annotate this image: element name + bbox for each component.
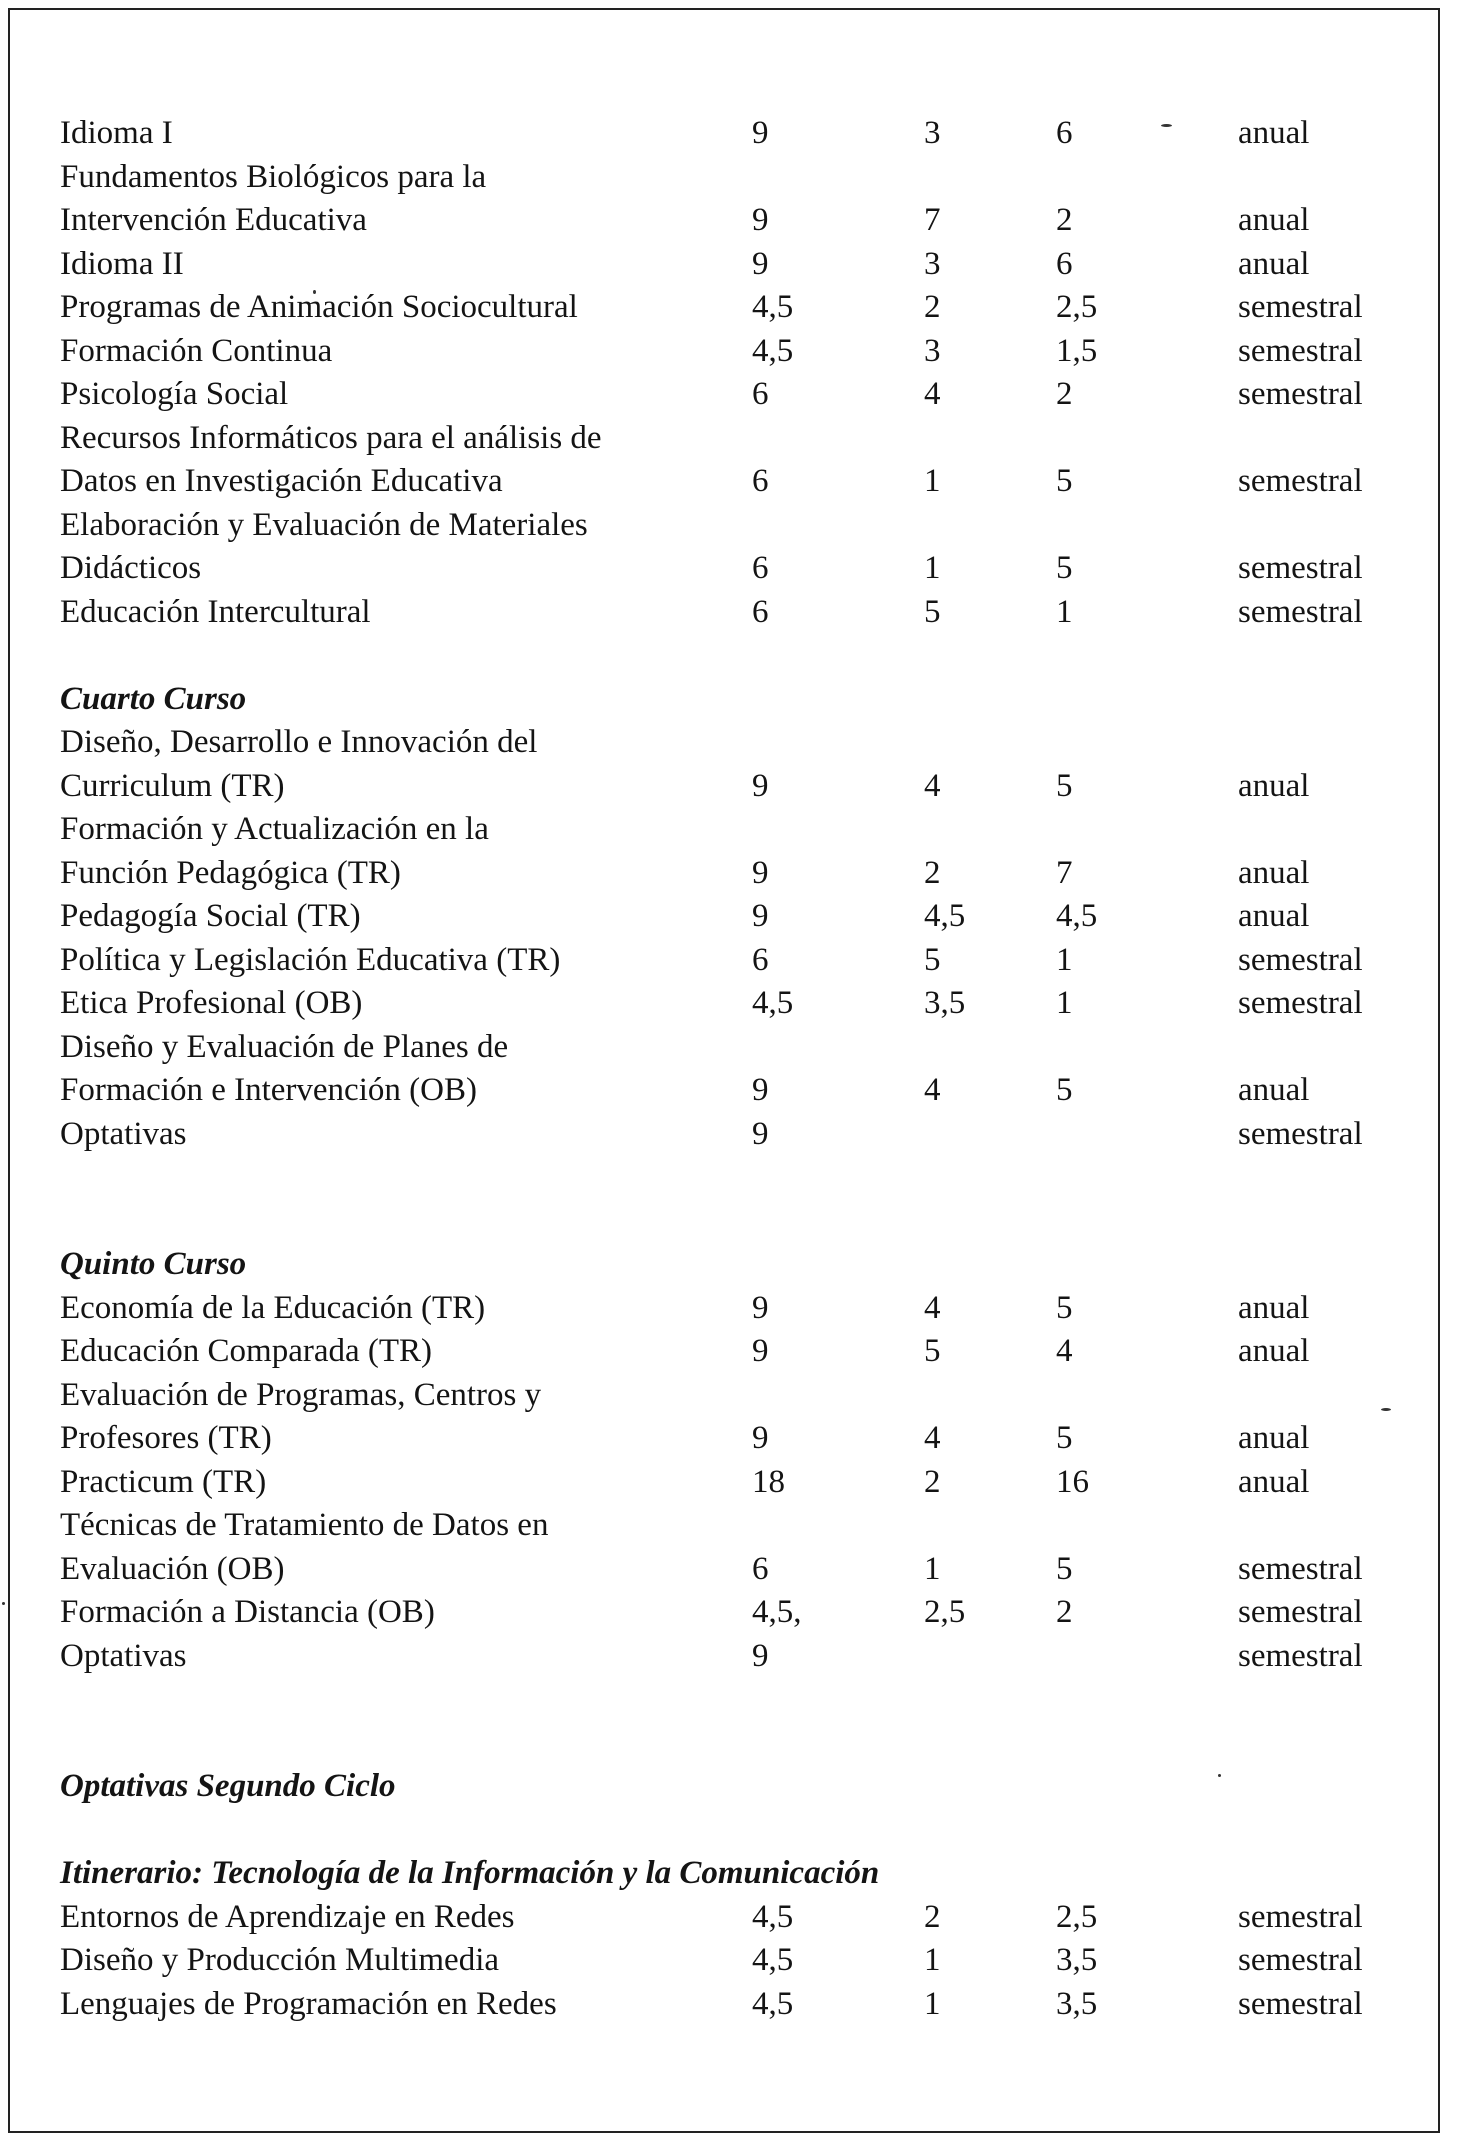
- course-duration: semestral: [1238, 593, 1363, 630]
- course-name: Datos en Investigación Educativa: [60, 463, 503, 499]
- course-credits-practice: 1,5: [1056, 332, 1098, 369]
- course-name: Recursos Informáticos para el análisis de: [60, 419, 602, 456]
- course-credits-theory: 4,5: [924, 898, 966, 934]
- course-row: [50, 591, 1420, 635]
- course-credits-total: 6: [752, 941, 769, 978]
- course-name: Formación e Intervención (OB): [60, 1072, 477, 1108]
- course-credits-total: 6: [752, 550, 769, 586]
- course-duration: semestral: [1238, 1985, 1363, 2022]
- section-heading: Optativas Segundo Ciclo: [60, 1768, 396, 1804]
- course-credits-total: 6: [752, 593, 769, 630]
- course-name: Pedagogía Social (TR): [60, 898, 361, 934]
- course-credits-practice: 2,5: [1056, 1898, 1098, 1935]
- course-credits-practice: 5: [1056, 1072, 1073, 1108]
- course-row: [50, 895, 1420, 939]
- course-credits-practice: 6: [1056, 245, 1073, 282]
- course-credits-theory: 4: [924, 1420, 941, 1456]
- course-duration: anual: [1238, 1333, 1310, 1369]
- course-duration: semestral: [1238, 1115, 1363, 1152]
- course-credits-practice: 2: [1056, 1594, 1073, 1630]
- course-credits-practice: 7: [1056, 854, 1073, 891]
- course-row: [50, 939, 1420, 983]
- curriculum-table: [50, 112, 1420, 2026]
- course-credits-practice: 2: [1056, 376, 1073, 412]
- course-credits-practice: 5: [1056, 1289, 1073, 1326]
- course-row: [50, 504, 1420, 548]
- course-credits-total: 4,5: [752, 332, 794, 369]
- course-name: Diseño y Evaluación de Planes de: [60, 1028, 509, 1065]
- course-credits-total: 9: [752, 115, 769, 151]
- course-row: [50, 982, 1420, 1026]
- course-duration: anual: [1238, 115, 1310, 151]
- section-heading-row: [50, 1243, 1420, 1287]
- course-name: Evaluación de Programas, Centros y: [60, 1376, 542, 1413]
- course-credits-total: 18: [752, 1463, 785, 1500]
- course-credits-theory: 1: [924, 1985, 941, 2022]
- section-heading: Quinto Curso: [60, 1246, 247, 1282]
- course-credits-total: 9: [752, 1115, 769, 1152]
- course-name: Curriculum (TR): [60, 767, 285, 804]
- course-name: Entornos de Aprendizaje en Redes: [60, 1898, 515, 1935]
- course-credits-practice: 5: [1056, 1420, 1073, 1456]
- course-name: Formación Continua: [60, 332, 333, 369]
- course-duration: anual: [1238, 898, 1310, 934]
- course-row: [50, 1635, 1420, 1679]
- course-credits-theory: 2: [924, 1463, 941, 1500]
- course-credits-theory: 5: [924, 1333, 941, 1369]
- course-name: Economía de la Educación (TR): [60, 1289, 486, 1326]
- course-duration: semestral: [1238, 1942, 1363, 1978]
- course-credits-theory: 3,5: [924, 985, 966, 1021]
- spacer-row: [50, 1156, 1420, 1243]
- course-row: [50, 1461, 1420, 1505]
- course-credits-total: 9: [752, 854, 769, 891]
- course-credits-practice: 5: [1056, 463, 1073, 499]
- course-duration: anual: [1238, 245, 1310, 282]
- course-duration: semestral: [1238, 1637, 1363, 1674]
- course-credits-total: 9: [752, 1420, 769, 1456]
- course-credits-practice: 2,5: [1056, 289, 1098, 325]
- course-row: [50, 373, 1420, 417]
- course-credits-total: 9: [752, 898, 769, 934]
- course-duration: semestral: [1238, 550, 1363, 586]
- course-credits-total: 4,5: [752, 1898, 794, 1935]
- course-credits-total: 4,5: [752, 1985, 794, 2022]
- course-credits-total: 9: [752, 1333, 769, 1369]
- course-credits-total: 6: [752, 376, 769, 412]
- course-row: [50, 460, 1420, 504]
- section-heading-row: [50, 1765, 1420, 1809]
- course-row: [50, 1374, 1420, 1418]
- course-name: Formación a Distancia (OB): [60, 1594, 435, 1630]
- course-name: Lenguajes de Programación en Redes: [60, 1985, 557, 2022]
- course-credits-theory: 2,5: [924, 1594, 966, 1630]
- course-row: [50, 156, 1420, 200]
- section-heading: Itinerario: Tecnología de la Información y la Comunicación: [60, 1855, 880, 1891]
- course-name: Fundamentos Biológicos para la: [60, 158, 487, 195]
- course-row: [50, 199, 1420, 243]
- course-name: Psicología Social: [60, 376, 289, 412]
- course-name: Diseño y Producción Multimedia: [60, 1942, 500, 1978]
- section-heading-row: [50, 1852, 1420, 1896]
- course-name: Evaluación (OB): [60, 1550, 285, 1587]
- course-duration: anual: [1238, 1463, 1310, 1500]
- course-duration: anual: [1238, 1289, 1310, 1326]
- course-credits-total: 9: [752, 1072, 769, 1108]
- course-credits-practice: 4: [1056, 1333, 1073, 1369]
- course-row: [50, 417, 1420, 461]
- course-row: [50, 1983, 1420, 2027]
- section-heading: Cuarto Curso: [60, 680, 247, 717]
- course-credits-theory: 2: [924, 289, 941, 325]
- spacer-row: [50, 1678, 1420, 1765]
- course-name: Intervención Educativa: [60, 202, 367, 238]
- course-name: Educación Intercultural: [60, 593, 371, 630]
- course-duration: anual: [1238, 767, 1310, 804]
- course-row: [50, 547, 1420, 591]
- course-credits-theory: 1: [924, 550, 941, 586]
- course-row: [50, 1939, 1420, 1983]
- course-row: [50, 1504, 1420, 1548]
- course-name: Idioma I: [60, 115, 173, 151]
- course-credits-theory: 3: [924, 332, 941, 369]
- course-duration: anual: [1238, 854, 1310, 891]
- course-credits-theory: 3: [924, 115, 941, 151]
- spacer-row: [50, 634, 1420, 678]
- course-duration: anual: [1238, 202, 1310, 238]
- course-name: Educación Comparada (TR): [60, 1333, 433, 1369]
- course-row: [50, 1548, 1420, 1592]
- course-row: [50, 112, 1420, 156]
- course-duration: semestral: [1238, 463, 1363, 499]
- course-credits-total: 6: [752, 1550, 769, 1587]
- course-row: [50, 808, 1420, 852]
- course-duration: semestral: [1238, 332, 1363, 369]
- course-name: Profesores (TR): [60, 1420, 272, 1456]
- course-credits-theory: 5: [924, 593, 941, 630]
- course-credits-practice: 2: [1056, 202, 1073, 238]
- course-row: [50, 1287, 1420, 1331]
- course-name: Etica Profesional (OB): [60, 985, 363, 1021]
- course-credits-practice: 4,5: [1056, 898, 1098, 934]
- course-credits-practice: 5: [1056, 767, 1073, 804]
- course-credits-practice: 5: [1056, 1550, 1073, 1587]
- course-credits-practice: 16: [1056, 1463, 1089, 1500]
- course-name: Técnicas de Tratamiento de Datos en: [60, 1507, 549, 1543]
- course-row: [50, 1417, 1420, 1461]
- course-credits-practice: 1: [1056, 941, 1073, 978]
- course-credits-theory: 1: [924, 1550, 941, 1587]
- course-credits-total: 9: [752, 245, 769, 282]
- course-credits-theory: 3: [924, 245, 941, 282]
- course-name: Optativas: [60, 1115, 187, 1152]
- course-name: Practicum (TR): [60, 1463, 267, 1500]
- course-credits-total: 9: [752, 202, 769, 238]
- course-credits-practice: 3,5: [1056, 1942, 1098, 1978]
- course-row: [50, 243, 1420, 287]
- course-credits-theory: 5: [924, 941, 941, 978]
- course-row: [50, 1896, 1420, 1940]
- course-duration: semestral: [1238, 1898, 1363, 1935]
- course-credits-total: 4,5: [752, 985, 794, 1021]
- course-row: [50, 330, 1420, 374]
- course-credits-theory: 4: [924, 1289, 941, 1326]
- course-credits-theory: 4: [924, 1072, 941, 1108]
- course-credits-total: 9: [752, 767, 769, 804]
- scan-speck: [2, 1602, 5, 1605]
- course-duration: semestral: [1238, 941, 1363, 978]
- course-credits-total: 4,5,: [752, 1594, 802, 1630]
- course-duration: anual: [1238, 1420, 1310, 1456]
- course-row: [50, 286, 1420, 330]
- course-name: Didácticos: [60, 550, 202, 586]
- course-credits-practice: 5: [1056, 550, 1073, 586]
- course-duration: semestral: [1238, 289, 1363, 325]
- course-row: [50, 1330, 1420, 1374]
- course-credits-total: 4,5: [752, 1942, 794, 1978]
- course-credits-theory: 2: [924, 1898, 941, 1935]
- course-name: Formación y Actualización en la: [60, 811, 489, 847]
- course-credits-total: 9: [752, 1637, 769, 1674]
- course-name: Función Pedagógica (TR): [60, 854, 401, 891]
- course-credits-practice: 3,5: [1056, 1985, 1098, 2022]
- course-name: Elaboración y Evaluación de Materiales: [60, 506, 588, 543]
- course-row: [50, 852, 1420, 896]
- course-name: Política y Legislación Educativa (TR): [60, 941, 561, 978]
- spacer-row: [50, 1809, 1420, 1853]
- course-credits-theory: 2: [924, 854, 941, 891]
- course-name: Idioma II: [60, 245, 184, 282]
- course-credits-theory: 4: [924, 767, 941, 804]
- course-row: [50, 1591, 1420, 1635]
- course-name: Diseño, Desarrollo e Innovación del: [60, 724, 538, 760]
- course-credits-theory: 1: [924, 463, 941, 499]
- course-credits-theory: 1: [924, 1942, 941, 1978]
- course-credits-total: 9: [752, 1289, 769, 1326]
- course-row: [50, 1026, 1420, 1070]
- course-name: Optativas: [60, 1637, 187, 1674]
- course-credits-theory: 4: [924, 376, 941, 412]
- course-credits-practice: 1: [1056, 985, 1073, 1021]
- course-credits-total: 4,5: [752, 289, 794, 325]
- course-row: [50, 721, 1420, 765]
- course-duration: semestral: [1238, 1550, 1363, 1587]
- course-row: [50, 1069, 1420, 1113]
- course-credits-practice: 6: [1056, 115, 1073, 151]
- course-duration: semestral: [1238, 985, 1363, 1021]
- course-duration: semestral: [1238, 376, 1363, 412]
- course-row: [50, 765, 1420, 809]
- section-heading-row: [50, 678, 1420, 722]
- course-credits-theory: 7: [924, 202, 941, 238]
- course-duration: anual: [1238, 1072, 1310, 1108]
- course-duration: semestral: [1238, 1594, 1363, 1630]
- course-credits-total: 6: [752, 463, 769, 499]
- course-row: [50, 1113, 1420, 1157]
- course-credits-practice: 1: [1056, 593, 1073, 630]
- course-name: Programas de Animación Sociocultural: [60, 289, 578, 325]
